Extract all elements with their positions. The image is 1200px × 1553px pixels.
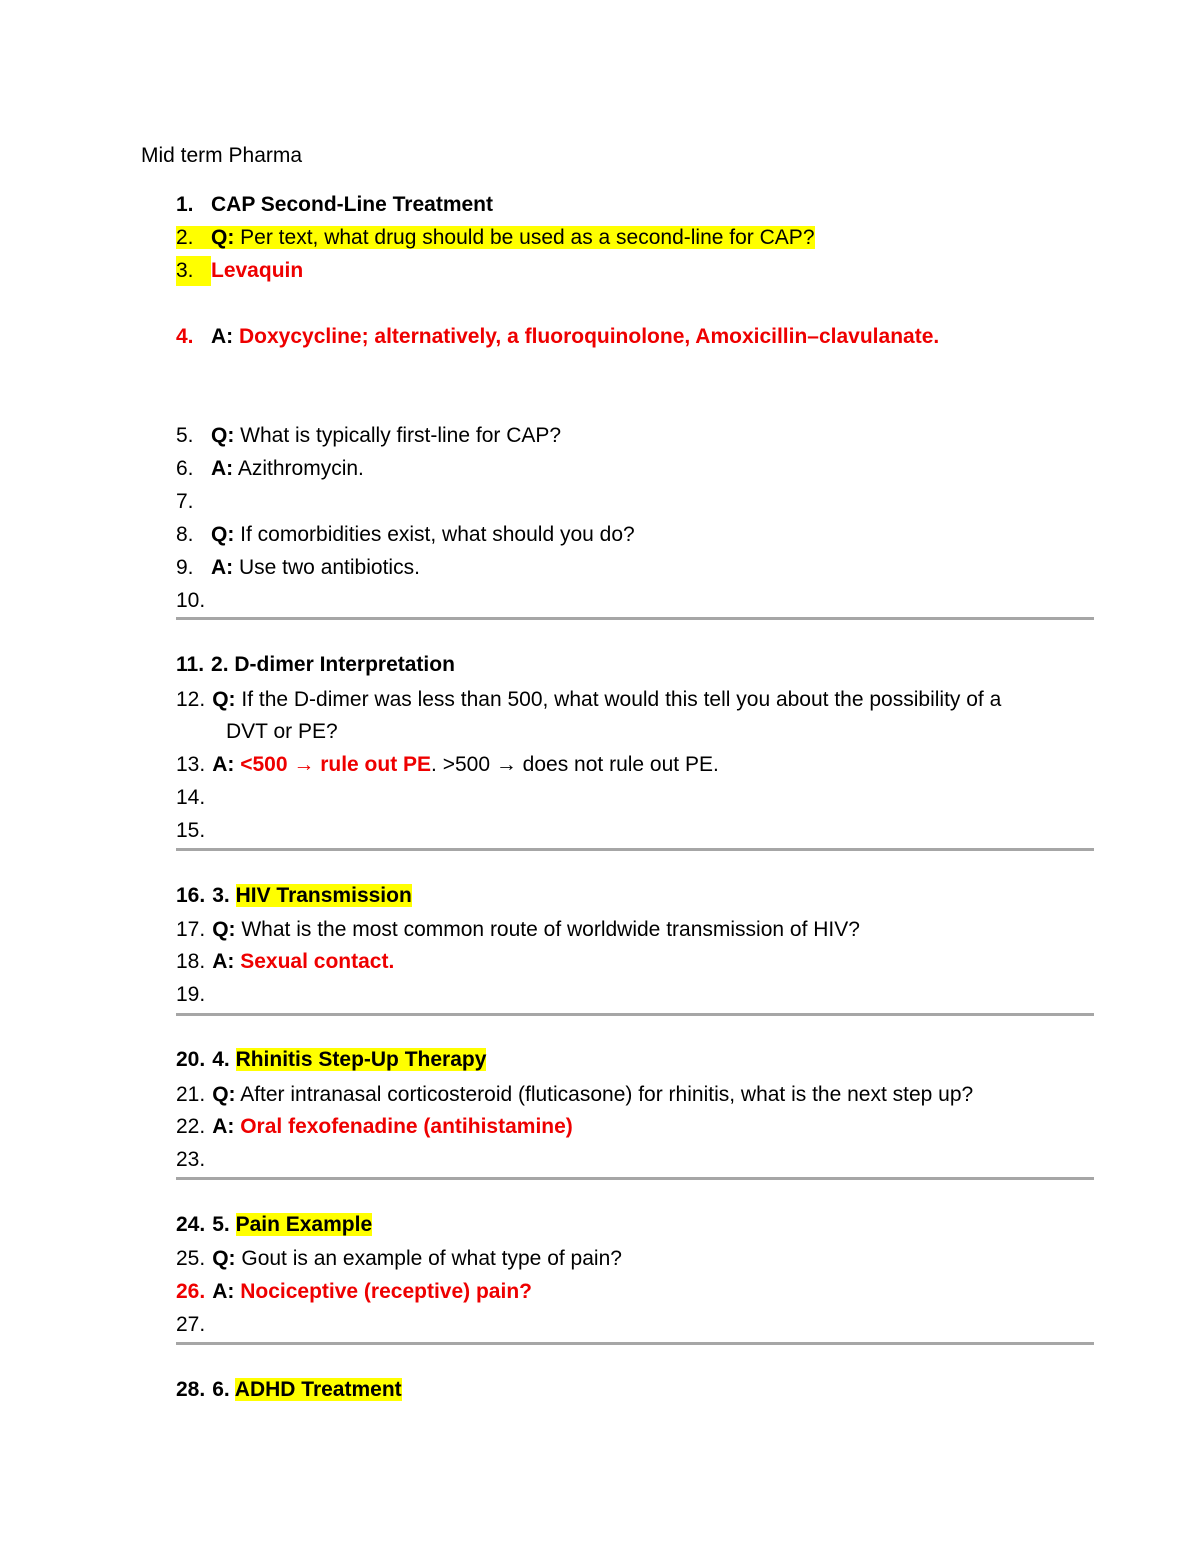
horizontal-divider: [176, 1013, 1094, 1016]
line-number: 9.: [176, 556, 194, 579]
horizontal-divider: [176, 1177, 1094, 1180]
list-item: [176, 1080, 973, 1110]
section-heading: ADHD Treatment: [234, 1378, 402, 1401]
line-number: 14.: [176, 786, 206, 809]
line-number: 2.: [176, 226, 194, 249]
line-number: 12.: [176, 688, 206, 711]
answer-text: Sexual contact.: [240, 950, 395, 973]
section-heading: CAP Second-Line Treatment: [211, 193, 494, 216]
section-heading: 2. D-dimer Interpretation: [211, 653, 455, 676]
answer-text: Doxycycline; alternatively, a fluoroquinolone, Amoxicillin–clavulanate.: [233, 325, 940, 348]
answer-emphasis: <500 → rule out PE: [240, 753, 432, 776]
line-number: 5.: [176, 424, 194, 447]
list-item: [176, 750, 719, 780]
list-item: [176, 553, 420, 583]
line-number: 24.: [176, 1213, 206, 1236]
question-text-continuation: DVT or PE?: [226, 720, 338, 743]
list-item: [176, 454, 364, 484]
list-item: [176, 1244, 622, 1274]
list-item: [176, 650, 455, 680]
answer-label: A:: [212, 753, 235, 776]
list-item: [176, 223, 815, 253]
list-item: [176, 980, 212, 1010]
document-title: Mid term Pharma: [141, 144, 303, 167]
question-text: What is typically first-line for CAP?: [234, 424, 562, 447]
line-number: 25.: [176, 1247, 206, 1270]
line-number: 13.: [176, 753, 206, 776]
list-item: [176, 1045, 486, 1075]
line-number: 6.: [176, 457, 194, 480]
answer-label: A:: [211, 457, 234, 480]
question-text: If comorbidities exist, what should you do?: [234, 523, 635, 546]
line-number: 7.: [176, 490, 194, 513]
question-label: Q:: [212, 688, 236, 711]
question-text: What is the most common route of worldwide transmission of HIV?: [235, 918, 860, 941]
answer-label: A:: [212, 1115, 235, 1138]
line-number: 21.: [176, 1083, 206, 1106]
list-item: [176, 256, 303, 286]
answer-text: Use two antibiotics.: [233, 556, 420, 579]
question-text: Gout is an example of what type of pain?: [235, 1247, 622, 1270]
answer-label: A:: [212, 950, 235, 973]
line-number: 17.: [176, 918, 206, 941]
list-item: [176, 487, 211, 517]
line-number: 8.: [176, 523, 194, 546]
line-number: 4.: [176, 325, 194, 348]
line-number: 23.: [176, 1148, 206, 1171]
horizontal-divider: [176, 848, 1094, 851]
question-label: Q:: [211, 424, 235, 447]
question-label: Q:: [212, 1247, 236, 1270]
question-text: After intranasal corticosteroid (fluticasone) for rhinitis, what is the next step up?: [235, 1083, 974, 1106]
line-number: 19.: [176, 983, 206, 1006]
question-label: Q:: [211, 523, 235, 546]
answer-text: Azithromycin.: [233, 457, 364, 480]
answer-label: A:: [211, 556, 234, 579]
question-text: If the D-dimer was less than 500, what would this tell you about the possibility of a: [235, 688, 1002, 711]
section-heading: Rhinitis Step-Up Therapy: [235, 1048, 487, 1071]
answer-note: Levaquin: [211, 259, 304, 282]
question-text: Per text, what drug should be used as a second-line for CAP?: [234, 226, 815, 249]
list-item: [176, 322, 939, 352]
list-item: [176, 1112, 573, 1142]
answer-label: A:: [212, 1280, 235, 1303]
list-item: [176, 881, 412, 911]
horizontal-divider: [176, 1342, 1094, 1345]
section-number: 3.: [212, 884, 230, 907]
section-heading: Pain Example: [235, 1213, 373, 1236]
line-number: 1.: [176, 193, 194, 216]
list-item: [176, 1310, 212, 1340]
list-item: [176, 947, 394, 977]
list-item: [176, 421, 561, 451]
list-item: [176, 190, 493, 220]
list-item: [176, 1210, 372, 1240]
question-label: Q:: [212, 1083, 236, 1106]
line-number: 3.: [176, 256, 211, 286]
line-number: 18.: [176, 950, 206, 973]
list-item: [176, 1375, 402, 1405]
list-item: [176, 915, 860, 945]
answer-label: A:: [211, 325, 234, 348]
section-number: 6.: [212, 1378, 230, 1401]
line-number: 10.: [176, 589, 206, 612]
answer-text: Oral fexofenadine (antihistamine): [240, 1115, 573, 1138]
question-label: Q:: [211, 226, 235, 249]
list-item: [176, 685, 1001, 715]
section-heading: HIV Transmission: [235, 884, 412, 907]
horizontal-divider: [176, 617, 1094, 620]
line-number: 20.: [176, 1048, 206, 1071]
line-number: 28.: [176, 1378, 206, 1401]
line-number: 27.: [176, 1313, 206, 1336]
line-number: 26.: [176, 1280, 206, 1303]
answer-text: . >500 → does not rule out PE.: [431, 753, 719, 776]
line-number: 15.: [176, 819, 206, 842]
list-item: [176, 586, 212, 616]
answer-text: Nociceptive (receptive) pain?: [240, 1280, 532, 1303]
line-number: 16.: [176, 884, 206, 907]
list-item: [176, 520, 635, 550]
list-item: [176, 783, 212, 813]
section-number: 5.: [212, 1213, 230, 1236]
section-number: 4.: [212, 1048, 230, 1071]
line-number: 11.: [176, 653, 205, 676]
list-item: [176, 1145, 212, 1175]
list-item: [176, 1277, 532, 1307]
line-number: 22.: [176, 1115, 206, 1138]
list-item: [176, 816, 212, 846]
question-label: Q:: [212, 918, 236, 941]
list-item-continuation: [226, 717, 338, 747]
